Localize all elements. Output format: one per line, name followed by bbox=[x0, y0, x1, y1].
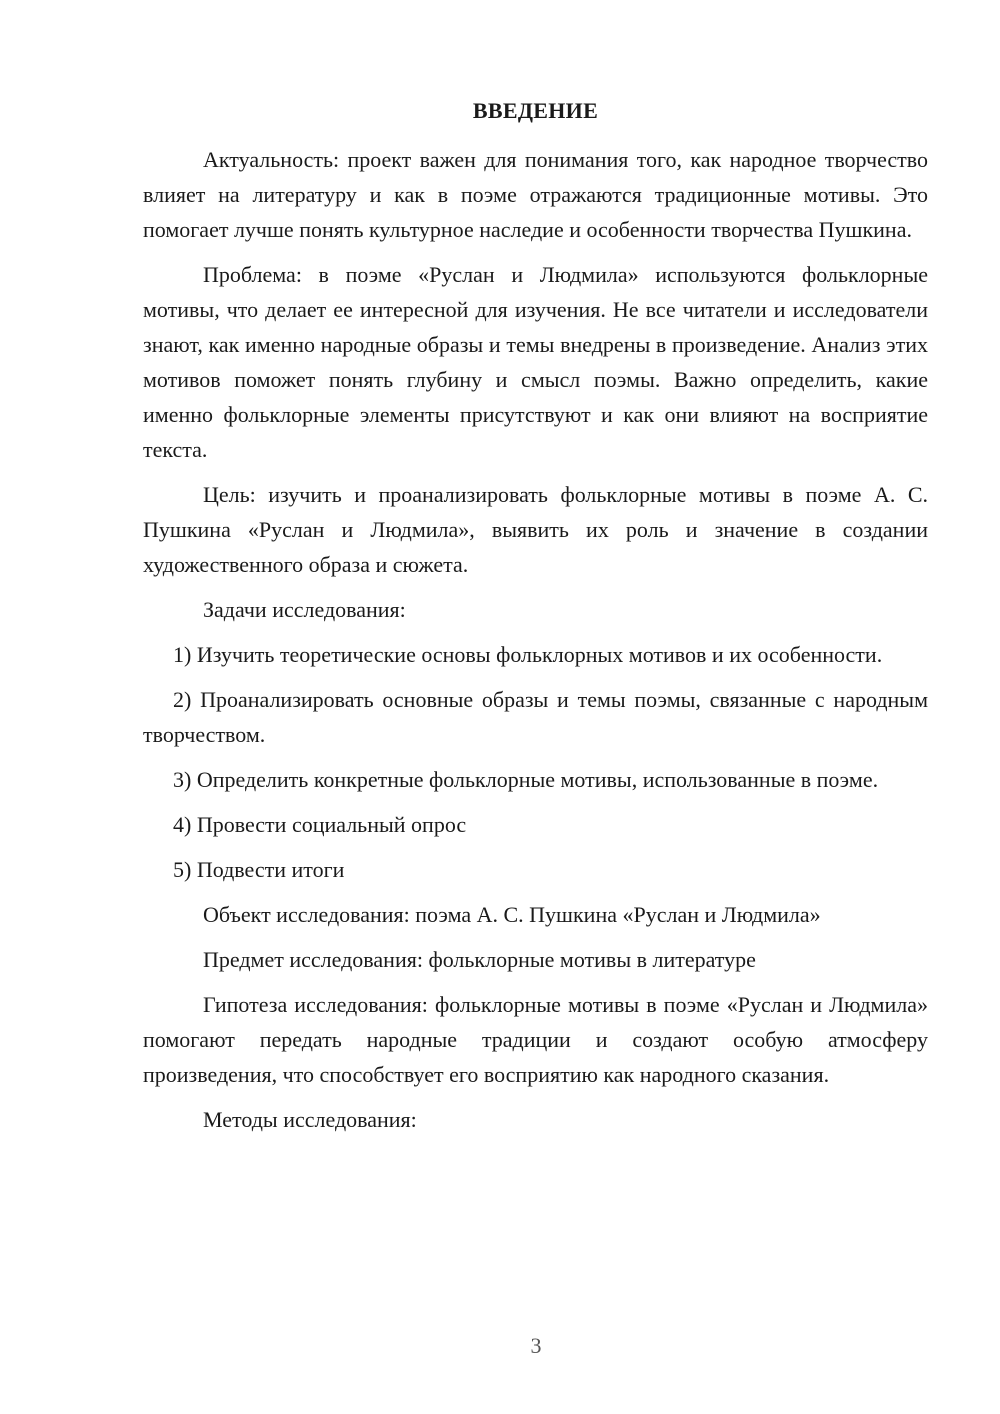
page-number: 3 bbox=[530, 1333, 542, 1358]
task-item-1: 1) Изучить теоретические основы фольклорных мотивов и их особенности. bbox=[173, 642, 883, 667]
object-paragraph: Объект исследования: поэма А. С. Пушкина «Руслан и Людмила» bbox=[203, 902, 821, 927]
document-page bbox=[143, 94, 928, 1147]
task-item-5: 5) Подвести итоги bbox=[173, 857, 345, 882]
hypothesis-paragraph: Гипотеза исследования: фольклорные мотивы в поэме «Руслан и Людмила» помогают передать народные традиции и создают особую атмосферу произведения, что способствует его восприятию как народного сказания. bbox=[143, 992, 928, 1087]
subject-paragraph: Предмет исследования: фольклорные мотивы в литературе bbox=[203, 947, 756, 972]
methods-heading: Методы исследования: bbox=[203, 1107, 417, 1132]
goal-paragraph: Цель: изучить и проанализировать фольклорные мотивы в поэме А. С. Пушкина «Руслан и Людмила», выявить их роль и значение в создании художественного образа и сюжета. bbox=[143, 482, 928, 577]
task-item-3: 3) Определить конкретные фольклорные мотивы, использованные в поэме. bbox=[173, 767, 879, 792]
problem-paragraph: Проблема: в поэме «Руслан и Людмила» используются фольклорные мотивы, что делает ее интересной для изучения. Не все читатели и исследователи знают, как именно народные образы и темы внедрены в произведение. Анализ этих мотивов поможет понять глубину и смысл поэмы. Важно определить, какие именно фольклорные элементы присутствуют и как они влияют на восприятие текста. bbox=[143, 262, 928, 462]
relevance-paragraph: Актуальность: проект важен для понимания того, как народное творчество влияет на литературу и как в поэме отражаются традиционные мотивы. Это помогает лучше понять культурное наследие и особенности творчества Пушкина. bbox=[143, 147, 928, 242]
tasks-heading: Задачи исследования: bbox=[203, 597, 406, 622]
section-title: ВВЕДЕНИЕ bbox=[472, 98, 599, 123]
task-item-2: 2) Проанализировать основные образы и темы поэмы, связанные с народным творчеством. bbox=[143, 687, 928, 747]
task-item-4: 4) Провести социальный опрос bbox=[173, 812, 467, 837]
